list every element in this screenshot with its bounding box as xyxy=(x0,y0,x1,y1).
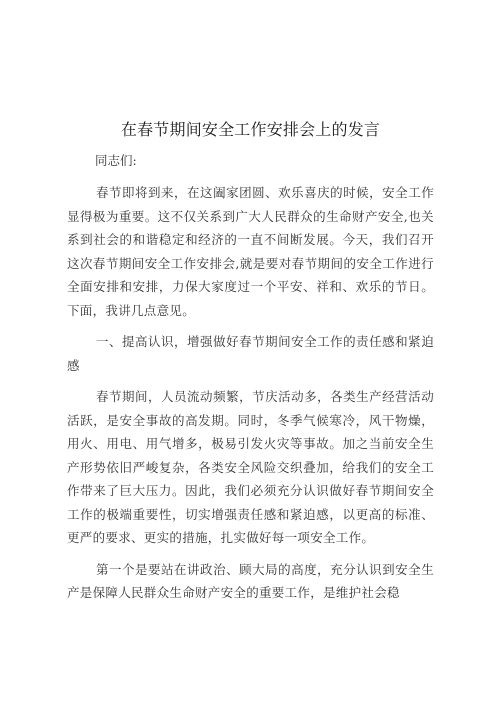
document-title: 在春节期间安全工作安排会上的发言 xyxy=(120,120,381,139)
salutation: 同志们: xyxy=(95,153,137,168)
section-one-paragraph: 春节期间，人员流动频繁，节庆活动多，各类生产经营活动活跃，是安全事故的高发期。同时，冬季气候寒冷，风干物燥，用火、用电、用气增多，极易引发火灾等事故。加之当前安全生产形势依旧严峻复杂，各类安全风险交织叠加，给我们的安全工作带来了巨大压力。因此，我们必须充分认识做好春节期间安全工作的极端重要性，切实增强责任感和紧迫感，以更高的标准、更严的要求、更实的措施，扎实做好每一项安全工作。 xyxy=(67,389,434,545)
point-one-paragraph: 第一个是要站在讲政治、顾大局的高度，充分认识到安全生产是保障人民群众生命财产安全的重要工作，是维护社会稳 xyxy=(67,561,434,600)
intro-paragraph: 春节即将到来，在这阖家团圆、欢乐喜庆的时候，安全工作显得极为重要。这不仅关系到广大人民群众的生命财产安全,也关系到社会的和谐稳定和经济的一直不间断发展。今天，我们召开这次春节期间安全工作安排会,就是要对春节期间的安全工作进行全面安排和安排，力保大家度过一个平安、祥和、欢乐的节日。下面，我讲几点意见。 xyxy=(67,185,434,318)
section-one-heading: 一、提高认识，增强做好春节期间安全工作的责任感和紧迫感 xyxy=(67,334,434,373)
